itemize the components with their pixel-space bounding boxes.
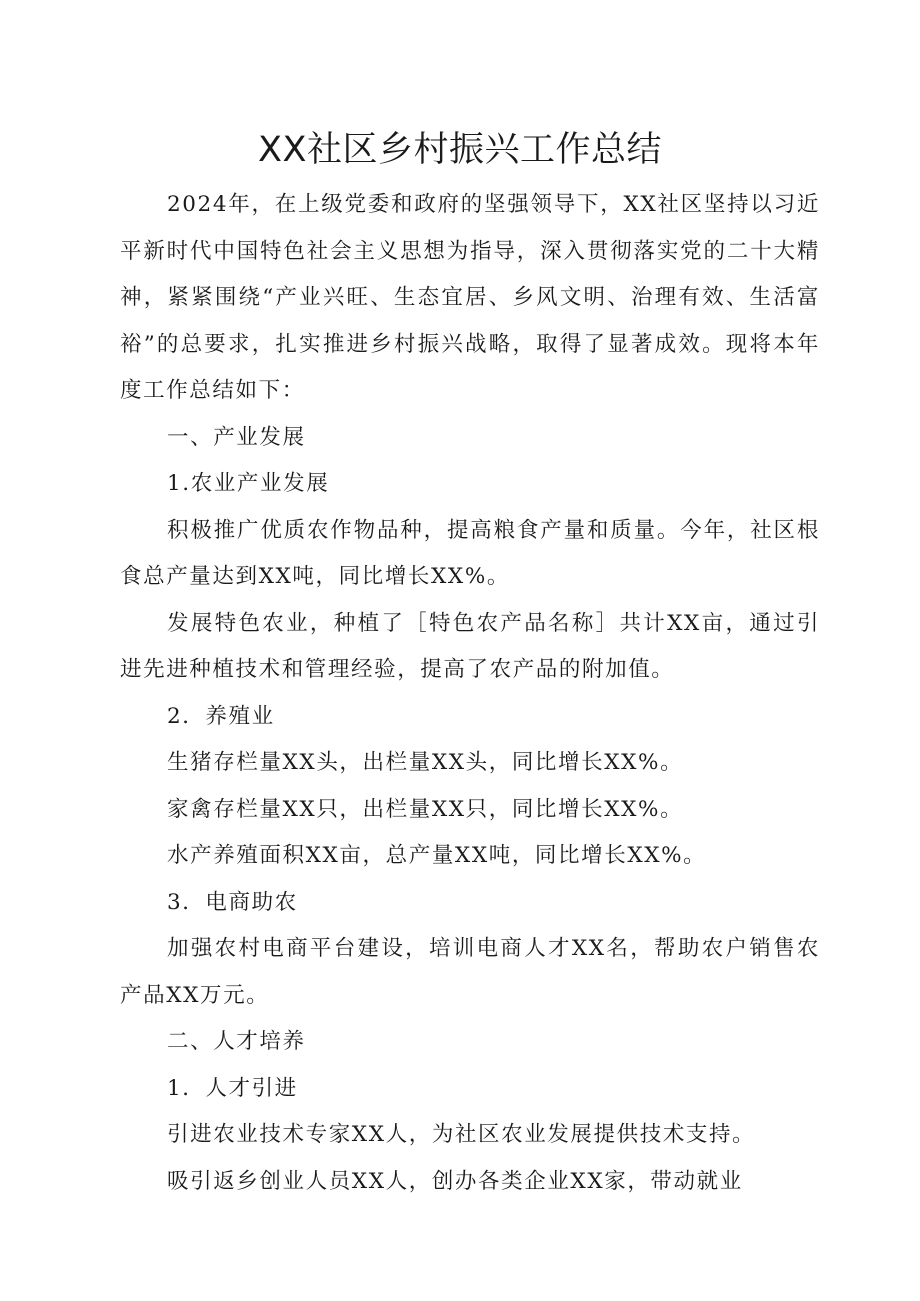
paragraph-experts: 引进农业技术专家XX人，为社区农业发展提供技术支持。: [167, 1122, 756, 1147]
document-body: [120, 182, 820, 1205]
subsection-heading-talent-introduction: 1．人才引进: [167, 1075, 298, 1101]
paragraph-specialty-agriculture: 发展特色农业，种植了［特色农产品名称］共计XX亩，通过引进先进种植技术和管理经验，提高了农产品的附加值。: [120, 610, 820, 682]
intro-paragraph: 2024年，在上级党委和政府的坚强领导下，XX社区坚持以习近平新时代中国特色社会主义思想为指导，深入贯彻落实党的二十大精神，紧紧围绕“产业兴旺、生态宜居、乡风文明、治理有效、生活富裕”的总要求，扎实推进乡村振兴战略，取得了显著成效。现将本年度工作总结如下：: [120, 192, 820, 403]
subsection-heading-ecommerce: 3．电商助农: [167, 889, 298, 915]
subsection-heading-agriculture: 1.农业产业发展: [167, 471, 330, 496]
section-heading-industry: 一、产业发展: [167, 424, 306, 450]
subsection-heading-livestock: 2．养殖业: [167, 703, 275, 729]
paragraph-pigs: 生猪存栏量XX头，出栏量XX头，同比增长XX%。: [167, 750, 684, 775]
paragraph-aquaculture: 水产养殖面积XX亩，总产量XX吨，同比增长XX%。: [167, 843, 707, 868]
paragraph-grain-output: 积极推广优质农作物品种，提高粮食产量和质量。今年，社区根食总产量达到XX吨，同比增长XX%。: [120, 517, 820, 589]
document-title: XX社区乡村振兴工作总结: [258, 130, 662, 170]
paragraph-ecommerce: 加强农村电商平台建设，培训电商人才XX名，帮助农户销售农产品XX万元。: [120, 936, 820, 1008]
section-heading-talent: 二、人才培养: [167, 1029, 306, 1054]
paragraph-returnees: 吸引返乡创业人员XX人，创办各类企业XX家，带动就业: [167, 1168, 743, 1194]
paragraph-poultry: 家禽存栏量XX只，出栏量XX只，同比增长XX%。: [167, 796, 684, 822]
